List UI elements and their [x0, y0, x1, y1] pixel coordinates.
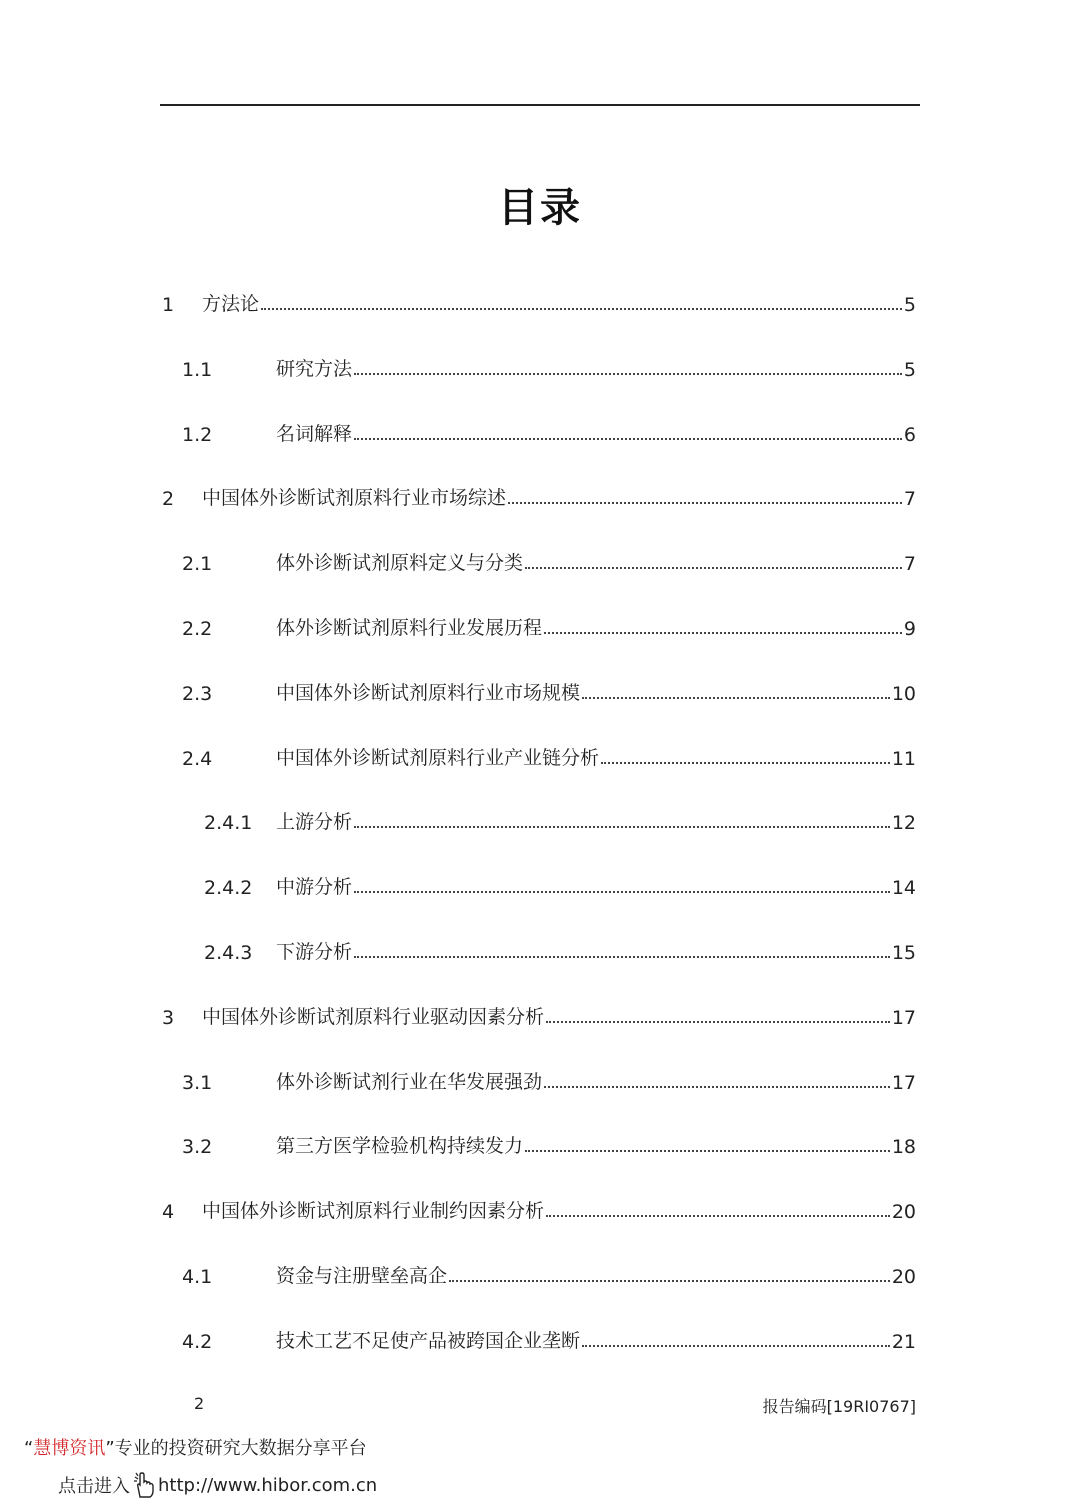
toc-entry-label: 体外诊断试剂原料定义与分类 — [276, 552, 524, 575]
toc-leader-dots — [525, 1150, 890, 1152]
toc-entry-label: 体外诊断试剂行业在华发展强劲 — [276, 1070, 543, 1093]
toc-leader-dots — [525, 567, 902, 569]
toc-entry[interactable] — [162, 286, 916, 316]
toc-entry-page: 17 — [891, 1006, 916, 1029]
promo-link-row[interactable] — [58, 1471, 377, 1499]
toc-leader-dots — [582, 697, 890, 699]
toc-entry[interactable] — [162, 351, 916, 381]
toc-entry-number: 2.4 — [182, 747, 213, 770]
toc-entry-label: 中国体外诊断试剂原料行业制约因素分析 — [202, 1200, 545, 1223]
toc-entry-number: 4.2 — [182, 1330, 213, 1353]
toc-entry-page: 21 — [891, 1330, 916, 1353]
brand-name: 慧博资讯 — [33, 1438, 106, 1459]
toc-entry[interactable] — [162, 480, 916, 510]
toc-entry-label: 体外诊断试剂原料行业发展历程 — [276, 617, 543, 639]
toc-entry-label: 中游分析 — [276, 876, 353, 899]
toc-entry[interactable] — [162, 999, 916, 1029]
toc-entry-page: 17 — [891, 1071, 916, 1094]
toc-entry-label: 中国体外诊断试剂原料行业驱动因素分析 — [202, 1005, 545, 1028]
toc-entry-number: 4 — [162, 1201, 175, 1224]
toc-entry-label: 中国体外诊断试剂原料行业产业链分析 — [276, 746, 600, 769]
toc-entry[interactable] — [162, 804, 916, 834]
toc-entry[interactable] — [162, 610, 916, 640]
toc-leader-dots — [449, 1280, 890, 1282]
toc-entry-number: 1.1 — [182, 358, 213, 381]
toc-entry-page: 15 — [891, 942, 916, 964]
toc-entry-page: 9 — [903, 618, 916, 640]
toc-entry-page: 5 — [903, 294, 916, 316]
toc-entry[interactable] — [162, 1193, 916, 1223]
toc-entry-number: 3.2 — [182, 1136, 213, 1159]
toc-entry-label: 中国体外诊断试剂原料行业市场规模 — [276, 681, 581, 704]
header-rule — [160, 104, 920, 106]
toc-entry-number: 3 — [162, 1006, 175, 1029]
toc-entry-number: 1.2 — [182, 423, 213, 446]
report-code: 报告编码[19RI0767] — [762, 1397, 916, 1416]
toc-leader-dots — [354, 826, 890, 828]
toc-entry-number: 2.2 — [182, 618, 213, 640]
toc-entry-label: 下游分析 — [276, 941, 353, 963]
page-title: 目录 — [498, 185, 582, 231]
toc-entry-page: 14 — [891, 877, 916, 900]
promo-banner — [24, 1434, 367, 1460]
toc-entry-label: 研究方法 — [276, 357, 353, 380]
toc-entry-page: 6 — [903, 423, 916, 446]
page-number: 2 — [194, 1394, 205, 1413]
toc-leader-dots — [354, 956, 890, 958]
cta-text: 点击进入 — [58, 1476, 130, 1497]
toc-leader-dots — [544, 632, 902, 634]
toc-entry-page: 20 — [891, 1266, 916, 1288]
slogan: 专业的投资研究大数据分享平台 — [114, 1438, 367, 1459]
toc-leader-dots — [354, 373, 902, 375]
toc-entry-label: 名词解释 — [276, 422, 353, 445]
quote-close: ” — [105, 1438, 115, 1459]
toc-entry-page: 7 — [903, 488, 916, 511]
toc-entry-number: 1 — [162, 294, 175, 316]
toc-leader-dots — [354, 438, 902, 440]
toc-entry[interactable] — [162, 1323, 916, 1353]
toc-entry[interactable] — [162, 545, 916, 575]
toc-leader-dots — [601, 762, 890, 764]
toc-leader-dots — [354, 891, 890, 893]
toc-entry[interactable] — [162, 1064, 916, 1094]
toc-entry-label: 技术工艺不足使产品被跨国企业垄断 — [276, 1329, 581, 1352]
toc-entry[interactable] — [162, 869, 916, 899]
toc-leader-dots — [508, 502, 902, 504]
toc-entry-page: 12 — [891, 812, 916, 835]
toc-leader-dots — [261, 308, 902, 310]
toc-entry-number: 4.1 — [182, 1266, 213, 1288]
quote-open: “ — [24, 1438, 34, 1459]
toc-entry-label: 资金与注册壁垒高企 — [276, 1265, 448, 1287]
toc-entry[interactable] — [162, 1128, 916, 1158]
toc-leader-dots — [544, 1086, 890, 1088]
toc-entry-page: 7 — [903, 553, 916, 576]
toc-entry-label: 上游分析 — [276, 811, 353, 834]
toc-entry[interactable] — [162, 1258, 916, 1288]
site-url-link[interactable]: http://www.hibor.com.cn — [158, 1474, 378, 1496]
toc-leader-dots — [546, 1215, 890, 1217]
toc-entry-number: 2.4.2 — [204, 877, 253, 900]
toc-entry-page: 10 — [891, 682, 916, 705]
toc-leader-dots — [582, 1345, 890, 1347]
toc-entry-page: 20 — [891, 1201, 916, 1224]
toc-entry-page: 11 — [891, 747, 916, 770]
toc-entry-label: 第三方医学检验机构持续发力 — [276, 1135, 524, 1158]
toc-leader-dots — [546, 1021, 890, 1023]
toc-entry-number: 3.1 — [182, 1071, 213, 1094]
toc-entry-label: 方法论 — [202, 293, 260, 315]
toc-entry-number: 2.4.3 — [204, 942, 253, 964]
toc-entry-page: 5 — [903, 358, 916, 381]
toc-entry[interactable] — [162, 740, 916, 770]
toc-entry[interactable] — [162, 416, 916, 446]
toc-entry-number: 2.4.1 — [204, 812, 253, 835]
toc-entry-number: 2.3 — [182, 682, 213, 705]
toc-entry-number: 2 — [162, 488, 175, 511]
toc-entry-number: 2.1 — [182, 553, 213, 576]
toc-entry-page: 18 — [891, 1136, 916, 1159]
pointing-hand-icon — [132, 1471, 156, 1499]
toc-entry[interactable] — [162, 675, 916, 705]
toc-entry[interactable] — [162, 934, 916, 964]
toc-entry-label: 中国体外诊断试剂原料行业市场综述 — [202, 487, 507, 510]
